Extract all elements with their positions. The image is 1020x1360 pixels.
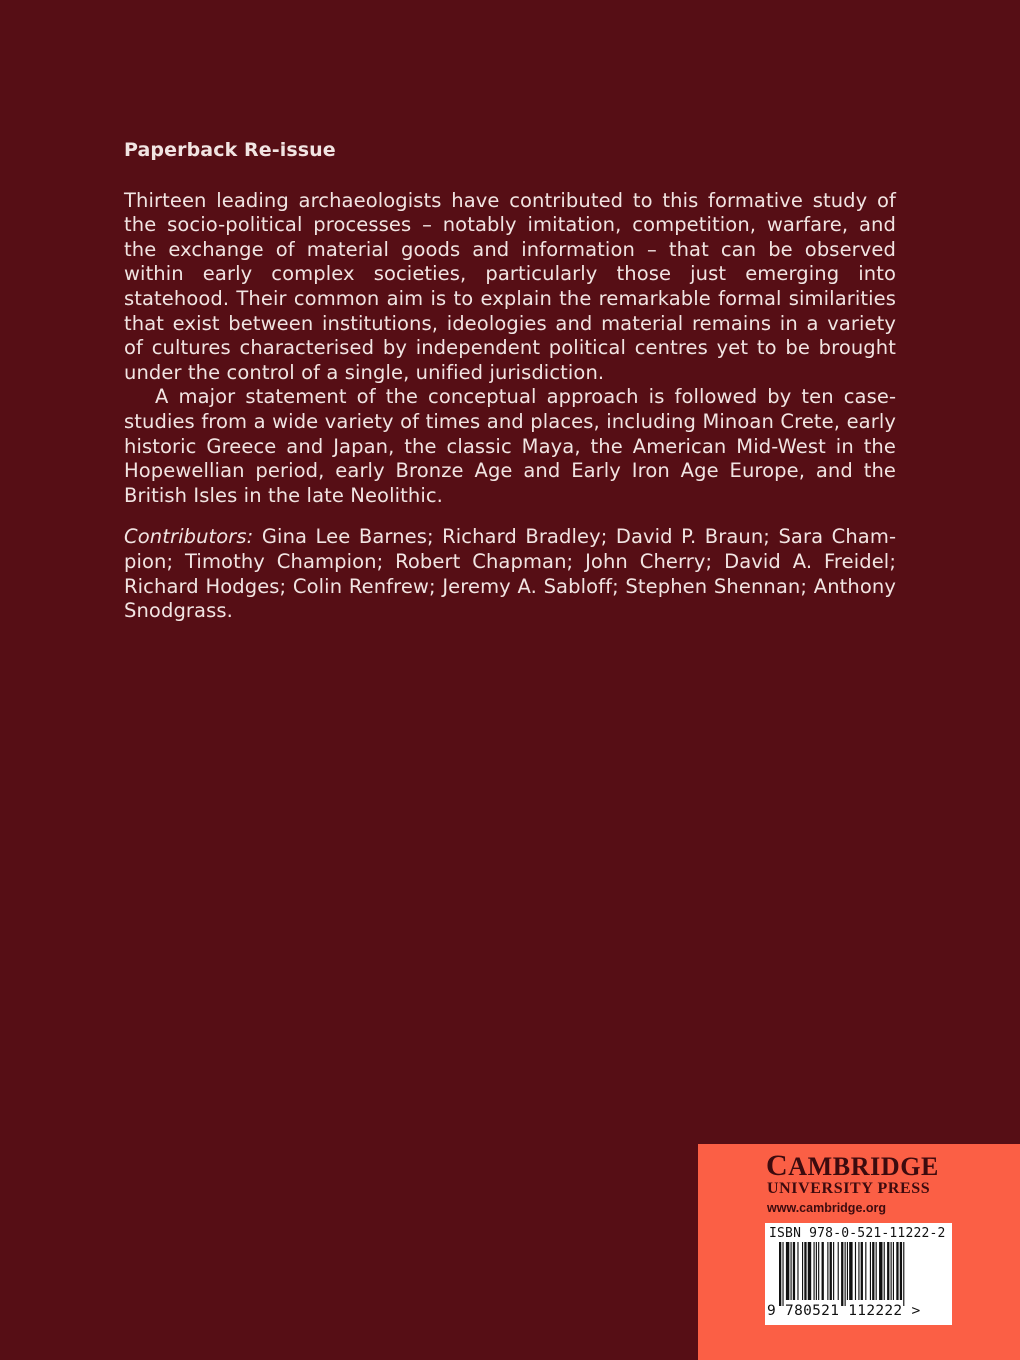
barcode-bar (822, 1242, 824, 1300)
barcode-bar (804, 1242, 806, 1300)
barcode-bar (791, 1242, 792, 1300)
barcode-bar (865, 1242, 866, 1300)
barcode-bar (818, 1242, 819, 1300)
barcode-bar (797, 1242, 798, 1300)
barcode-bar (896, 1242, 898, 1300)
barcode-bar (782, 1242, 783, 1306)
blurb (124, 138, 896, 624)
barcode-bar (847, 1242, 848, 1300)
barcode-bar (814, 1242, 815, 1300)
barcode-bar (855, 1242, 856, 1300)
barcode-bar (903, 1242, 904, 1306)
barcode-bar (838, 1242, 839, 1300)
publisher-box (698, 1144, 1020, 1360)
barcode-bar (849, 1242, 852, 1300)
barcode-bar (884, 1242, 885, 1300)
barcode-bar (827, 1242, 828, 1300)
barcode-bar (900, 1242, 902, 1300)
publisher-url: www.cambridge.org (767, 1201, 887, 1215)
publisher-logo-rest: AMBRIDGE (788, 1152, 939, 1181)
barcode-bar (872, 1242, 874, 1300)
blurb-heading: Paperback Re-issue (124, 139, 336, 161)
contributors-list: Gina Lee Barnes; Richard Bradley; David P. Braun; Sara Champion; Timothy Champion; Robert Chapman; John Cherry; David A. Freidel; Richard Hodges; Colin Renfrew; Jeremy A. Sabloff; Stephen Shennan; Anthony Snodgrass. (124, 525, 896, 623)
barcode-bar (845, 1242, 846, 1306)
barcode-bar (858, 1242, 859, 1300)
barcode-digits: 9 780521 112222 > (767, 1303, 921, 1319)
blurb-paragraph-2: A major statement of the conceptual approach is followed by ten casestudies from a wide variety of times and places, including Minoan Crete, early historic Greece and Japan, the classic Maya, the American Mid-West in the Hopewellian period, early Bronze Age and Early Iron Age Europe, and the British Isles in the late Neolithic. (124, 385, 896, 507)
isbn-text: ISBN 978-0-521-11222-2 (769, 1226, 946, 1241)
barcode-bar (816, 1242, 817, 1300)
barcode-bar (870, 1242, 871, 1300)
barcode-bar (891, 1242, 892, 1300)
barcode-bar (879, 1242, 882, 1300)
barcode-bar (833, 1242, 834, 1300)
barcode-bar (861, 1242, 863, 1300)
barcode-bar (893, 1242, 894, 1300)
barcode-bar (876, 1242, 877, 1300)
barcode-bar (786, 1242, 789, 1300)
publisher-subtitle: UNIVERSITY PRESS (767, 1180, 931, 1197)
barcode-bar (830, 1242, 832, 1300)
barcode-bar (802, 1242, 803, 1300)
contributors (124, 525, 896, 623)
barcode-bar (808, 1242, 811, 1300)
publisher-logo-initial: C (766, 1149, 789, 1182)
contributors-label: Contributors: (124, 525, 254, 549)
blurb-paragraph-1: Thirteen leading archaeologists have contributed to this formative study of the socio-political processes – notably imitation, competition, warfare, and the exchange of material goods and information – that can be observed within early complex societies, particularly those just emerging into statehood. Their common aim is to explain the remarkable formal similarities that exist between institutions, ideologies and material remains in a variety of cultures characterised by independent political centres yet to be brought under the control of a single, unified jurisdiction. (124, 188, 896, 384)
publisher-logo (766, 1151, 939, 1182)
barcode-bar (779, 1242, 781, 1306)
barcode (765, 1223, 952, 1325)
barcode-bar (841, 1242, 843, 1306)
barcode-bar (887, 1242, 889, 1300)
barcode-bar (793, 1242, 795, 1300)
